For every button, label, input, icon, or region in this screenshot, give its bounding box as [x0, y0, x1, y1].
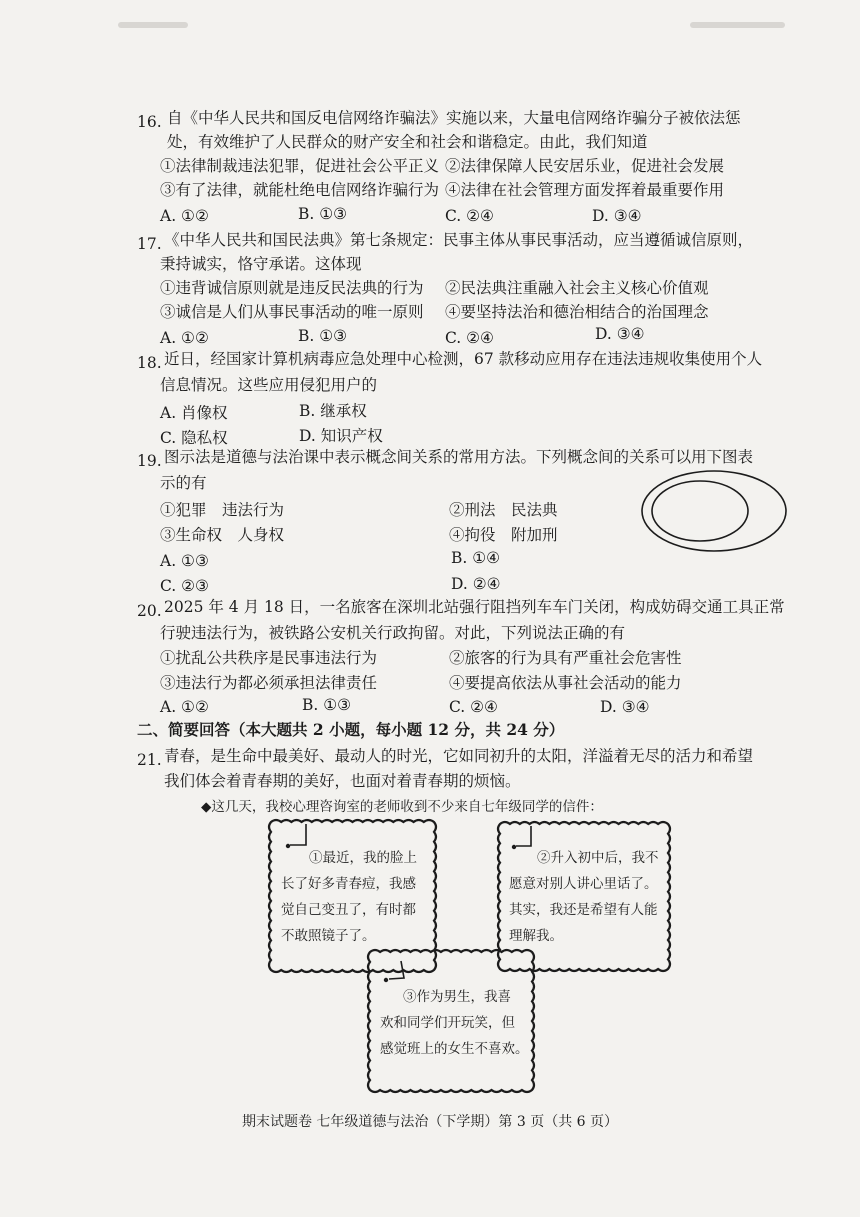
letter-2-line: 理解我。	[509, 928, 563, 944]
option-a: A. ①③	[160, 552, 209, 570]
option-d: D. ③④	[600, 698, 650, 716]
option-b: B. 继承权	[299, 402, 367, 420]
question-number: 17.	[137, 235, 162, 253]
question-stem: 《中华人民共和国民法典》第七条规定：民事主体从事民事活动，应当遵循诚信原则，	[164, 231, 754, 249]
letter-2-line: 其实，我还是希望有人能	[509, 902, 658, 918]
inner-ellipse	[652, 481, 748, 541]
statement: ②刑法 民法典	[449, 501, 558, 519]
option-c: C. 隐私权	[160, 429, 228, 447]
letter-3-line: 感觉班上的女生不喜欢。	[380, 1041, 529, 1057]
page-footer: 期末试题卷 七年级道德与法治（下学期）第 3 页（共 6 页）	[241, 1114, 619, 1130]
scan-mark-right	[690, 22, 785, 28]
question-number: 18.	[137, 354, 162, 372]
statement: ①违背诚信原则就是违反民法典的行为	[160, 279, 424, 297]
option-d: D. ③④	[595, 325, 645, 343]
statement: ①犯罪 违法行为	[160, 501, 285, 519]
statement: ③诚信是人们从事民事活动的唯一原则	[160, 303, 424, 321]
statement: ③有了法律，就能杜绝电信网络诈骗行为	[160, 181, 440, 199]
question-stem: 信息情况。这些应用侵犯用户的	[160, 376, 378, 394]
question-stem: 示的有	[160, 474, 207, 492]
question-stem: 处，有效维护了人民群众的财产安全和社会和谐稳定。由此，我们知道	[167, 133, 648, 151]
question-number: 19.	[137, 452, 162, 470]
option-c: C. ②④	[445, 207, 494, 225]
letter-1-line: 觉自己变丑了，有时都	[281, 902, 416, 918]
question-stem: 近日，经国家计算机病毒应急处理中心检测，67 款移动应用存在违法违规收集使用个人	[164, 350, 763, 368]
question-number: 20.	[137, 602, 162, 620]
option-a: A. 肖像权	[160, 404, 228, 422]
letter-1-pin-icon	[286, 824, 306, 848]
option-b: B. ①③	[302, 696, 352, 714]
option-a: A. ①②	[160, 329, 209, 347]
option-b: B. ①③	[298, 205, 348, 223]
letter-1-line: ①最近，我的脸上	[309, 850, 417, 866]
statement: ④要坚持法治和德治相结合的治国理念	[445, 303, 709, 321]
statement: ③违法行为都必须承担法律责任	[160, 674, 378, 692]
concept-diagram	[640, 468, 790, 558]
letters-intro: ◆这几天，我校心理咨询室的老师收到不少来自七年级同学的信件：	[201, 799, 603, 815]
question-stem: 秉持诚实，恪守承诺。这体现	[160, 255, 362, 273]
letter-2-line: ②升入初中后，我不	[537, 850, 659, 866]
letter-1-line: 长了好多青春痘，我感	[281, 876, 416, 892]
section-title: 二、简要回答（本大题共 2 小题，每小题 12 分，共 24 分）	[137, 720, 565, 739]
option-c: C. ②④	[445, 329, 494, 347]
statement: ④法律在社会管理方面发挥着最重要作用	[445, 181, 725, 199]
statement: ④拘役 附加刑	[449, 526, 558, 544]
option-b: B. ①④	[451, 549, 501, 567]
question-number: 21.	[137, 751, 162, 769]
statement: ④要提高依法从事社会活动的能力	[449, 674, 682, 692]
option-d: D. 知识产权	[299, 427, 383, 445]
question-stem: 自《中华人民共和国反电信网络诈骗法》实施以来，大量电信网络诈骗分子被依法惩	[167, 109, 741, 127]
letter-2-line: 愿意对别人讲心里话了。	[509, 876, 658, 892]
question-number: 16.	[137, 113, 162, 131]
option-b: B. ①③	[298, 327, 348, 345]
statement: ②旅客的行为具有严重社会危害性	[449, 649, 682, 667]
option-c: C. ②④	[449, 698, 498, 716]
letter-3-line: 欢和同学们开玩笑，但	[380, 1015, 515, 1031]
option-d: D. ③④	[592, 207, 642, 225]
statement: ②民法典注重融入社会主义核心价值观	[445, 279, 709, 297]
statement: ①法律制裁违法犯罪，促进社会公平正义	[160, 157, 440, 175]
question-stem: 图示法是道德与法治课中表示概念间关系的常用方法。下列概念间的关系可以用下图表	[164, 448, 754, 466]
letter-2-pin-icon	[512, 826, 531, 849]
question-stem: 我们体会着青春期的美好，也面对着青春期的烦恼。	[164, 772, 521, 790]
letter-3-line: ③作为男生，我喜	[403, 989, 511, 1005]
statement: ③生命权 人身权	[160, 526, 285, 544]
question-stem: 青春，是生命中最美好、最动人的时光，它如同初升的太阳，洋溢着无尽的活力和希望	[164, 747, 754, 765]
statement: ①扰乱公共秩序是民事违法行为	[160, 649, 378, 667]
option-a: A. ①②	[160, 698, 209, 716]
letter-3-pin-icon	[384, 961, 404, 982]
letter-1-line: 不敢照镜子了。	[281, 928, 376, 944]
option-a: A. ①②	[160, 207, 209, 225]
option-c: C. ②③	[160, 577, 209, 595]
statement: ②法律保障人民安居乐业，促进社会发展	[445, 157, 725, 175]
option-d: D. ②④	[451, 575, 501, 593]
scan-mark-left	[118, 22, 188, 28]
question-stem: 2025 年 4 月 18 日，一名旅客在深圳北站强行阻挡列车车门关闭，构成妨碍交通工具正常	[164, 598, 785, 616]
question-stem: 行驶违法行为，被铁路公安机关行政拘留。对此，下列说法正确的有	[160, 624, 626, 642]
